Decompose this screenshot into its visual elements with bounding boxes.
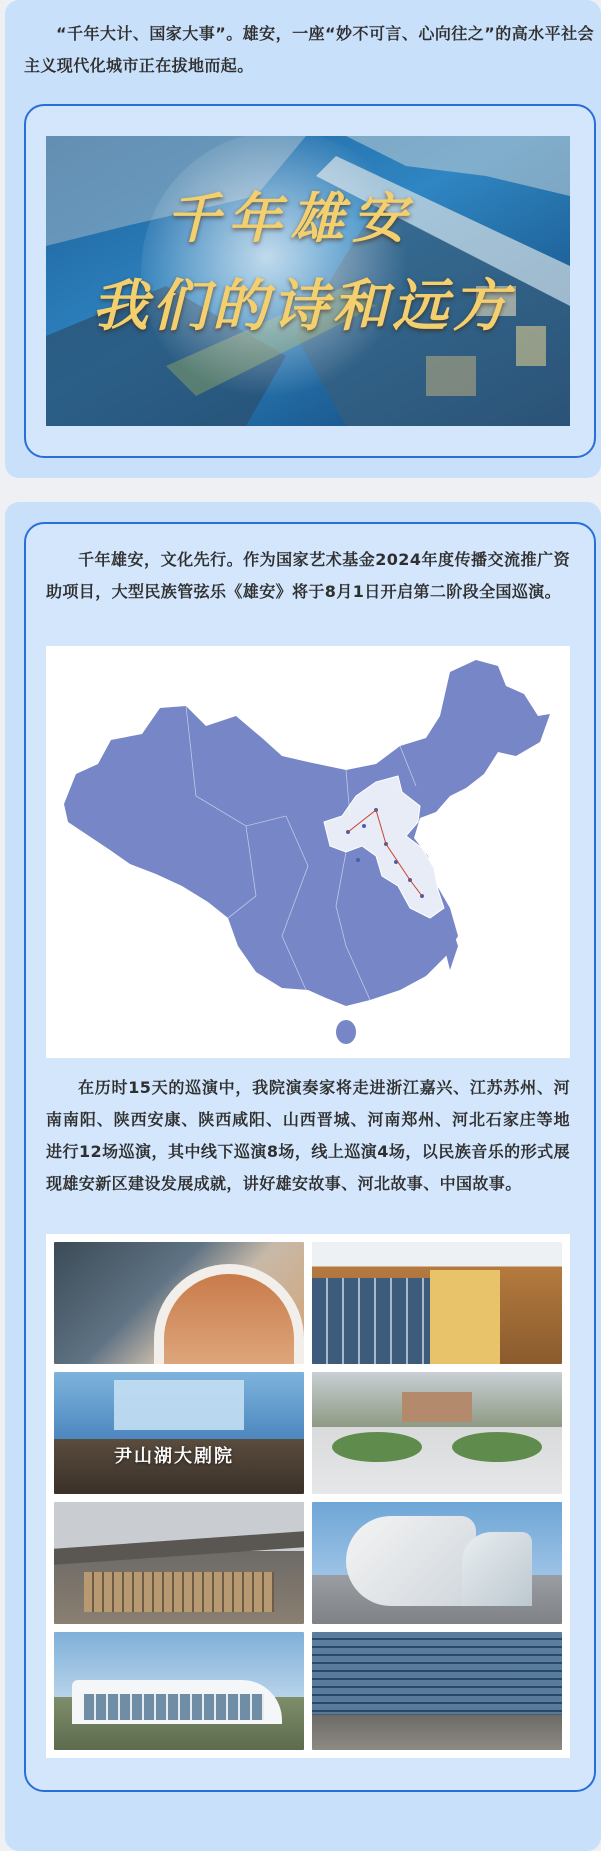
venue-photo-1 <box>54 1242 304 1364</box>
banner-title-line1: 千年雄安 <box>166 186 414 250</box>
venue-photo-4 <box>312 1372 562 1494</box>
venue-photo-6 <box>312 1502 562 1624</box>
intro-paragraph: “千年大计、国家大事”。雄安，一座“妙不可言、心向往之”的高水平社会主义现代化城市正在拔地而起。 <box>24 24 594 75</box>
banner-image <box>46 136 570 426</box>
venue-photo-7 <box>54 1632 304 1750</box>
tour-paragraph-2: 在历时15天的巡演中，我院演奏家将走进浙江嘉兴、江苏苏州、河南南阳、陕西安康、陕西咸阳、山西晋城、河南郑州、河北石家庄等地进行12场巡演，其中线下巡演8场，线上巡演4场，以民族音乐的形式展现雄安新区建设发展成就，讲好雄安故事、河北故事、中国故事。 <box>46 1078 570 1193</box>
tour-paragraph-1: 千年雄安，文化先行。作为国家艺术基金2024年度传播交流推广资助项目，大型民族管弦乐《雄安》将于8月1日开启第二阶段全国巡演。 <box>46 550 570 601</box>
venue-photo-8 <box>312 1632 562 1750</box>
venue-photo-2 <box>312 1242 562 1364</box>
venues-collage <box>46 1234 570 1758</box>
venue-photo-5 <box>54 1502 304 1624</box>
china-map-illustration <box>46 646 570 1058</box>
banner-title-line2: 我们的诗和远方 <box>92 273 512 339</box>
china-map <box>46 646 570 1058</box>
venue-photo-3 <box>54 1372 304 1494</box>
venue-sign: 尹山湖大剧院 <box>114 1446 234 1467</box>
